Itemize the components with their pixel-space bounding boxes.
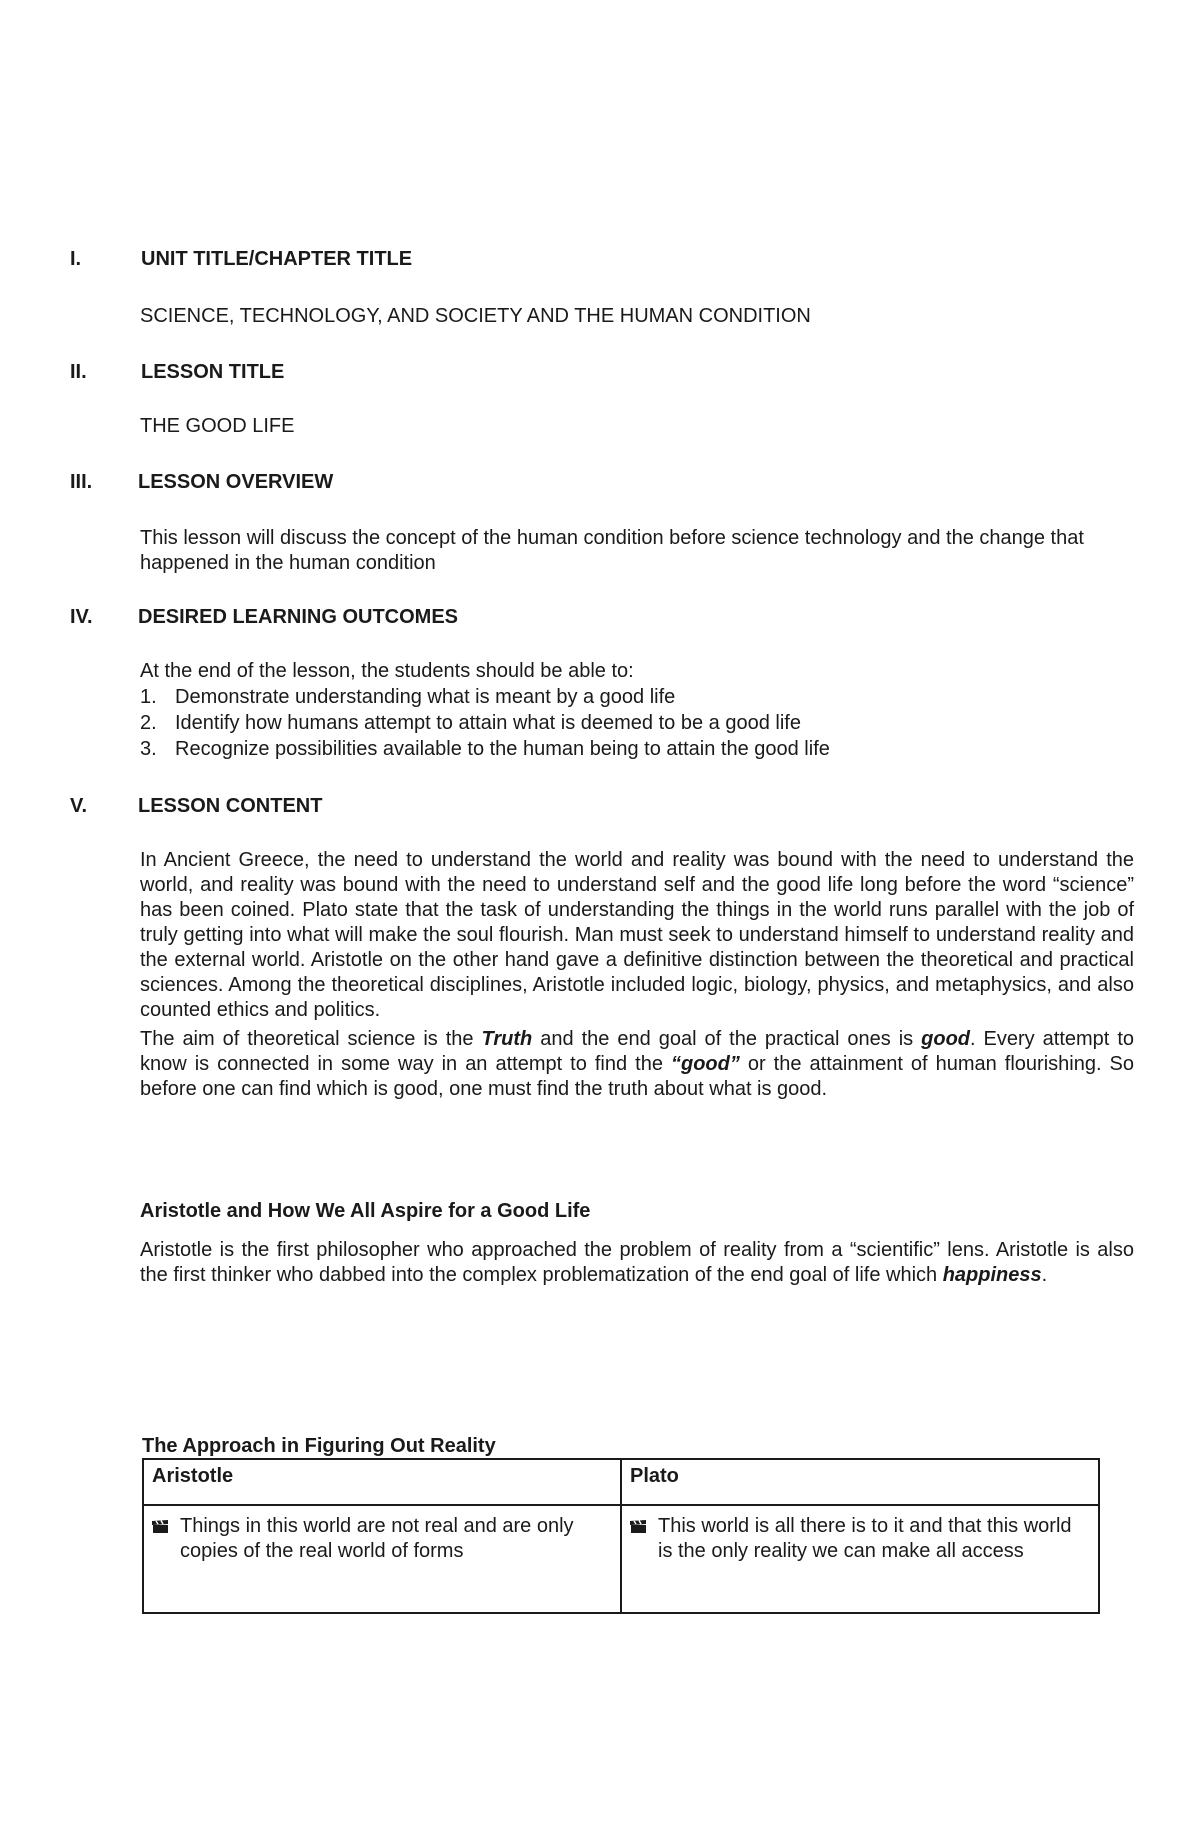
lesson-content-heading: LESSON CONTENT (138, 795, 323, 817)
table-cell-plato (621, 1505, 1099, 1613)
emphasis-happiness: happiness (942, 1264, 1042, 1286)
table-cell-aristotle (143, 1505, 621, 1613)
outcome-item (140, 711, 1140, 736)
unit-title-heading: UNIT TITLE/CHAPTER TITLE (141, 248, 413, 270)
lesson-content-paragraph-1: In Ancient Greece, the need to understand the world and reality was bound with the need to understand the world, and reality was bound with the need to understand self and the good life long before the word “science” has been coined. Plato state that the task of understanding the things in the world runs parallel with the job of truly getting into what will make the soul flourish. Man must seek to understand himself to understand reality and the external world. Aristotle on the other hand gave a definitive distinction between the theoretical and practical sciences. Among the theoretical disciplines, Aristotle included logic, biology, physics, and metaphysics, and also counted ethics and politics. (140, 849, 1134, 1021)
section-number-5: V. (70, 795, 88, 817)
outcome-text: Identify how humans attempt to attain what is deemed to be a good life (175, 712, 801, 734)
table-header-row (143, 1459, 1099, 1505)
section-number-4: IV. (70, 606, 93, 628)
paragraph-text: . Every attempt to know is connected in some way in an attempt to find the (140, 1028, 1134, 1075)
outcome-number: 1. (140, 686, 157, 708)
section-number-1: I. (70, 248, 82, 270)
emphasis-truth: Truth (481, 1028, 533, 1050)
cell-text: Things in this world are not real and are only copies of the real world of forms (180, 1515, 574, 1562)
learning-outcomes-intro: At the end of the lesson, the students should be able to: (140, 660, 634, 682)
outcome-item (140, 685, 1140, 710)
outcome-text: Recognize possibilities available to the human being to attain the good life (175, 738, 830, 760)
aristotle-subheading: Aristotle and How We All Aspire for a Good Life (140, 1200, 591, 1222)
column-header-plato: Plato (621, 1459, 1099, 1505)
lesson-overview-text: This lesson will discuss the concept of the human condition before science technology and the change that happened in the human condition (140, 527, 1084, 574)
table-row (143, 1505, 1099, 1613)
learning-outcomes-heading: DESIRED LEARNING OUTCOMES (138, 606, 459, 628)
aristotle-paragraph (140, 1238, 1134, 1288)
cell-text: This world is all there is to it and that this world is the only reality we can make all access (658, 1515, 1072, 1562)
outcome-item (140, 737, 1140, 762)
paragraph-text: Aristotle is the first philosopher who approached the problem of reality from a “scientific” lens. Aristotle is also the first thinker who dabbed into the complex problematization of the end goal of life which (140, 1239, 1134, 1286)
lesson-content-paragraph-2 (140, 1027, 1134, 1102)
section-number-2: II. (70, 361, 87, 383)
lesson-title-text: THE GOOD LIFE (140, 415, 295, 437)
outcome-number: 3. (140, 738, 157, 760)
paragraph-text: The aim of theoretical science is the (140, 1028, 482, 1050)
paragraph-text: or the attainment of human flourishing. So before one can find which is good, one must find the truth about what is good. (140, 1053, 1135, 1100)
comparison-table (142, 1458, 1100, 1614)
unit-title-text: SCIENCE, TECHNOLOGY, AND SOCIETY AND THE HUMAN CONDITION (140, 305, 811, 327)
lesson-title-heading: LESSON TITLE (141, 361, 285, 383)
emphasis-good: good (921, 1028, 971, 1050)
column-header-aristotle: Aristotle (143, 1459, 621, 1505)
section-number-3: III. (70, 471, 93, 493)
emphasis-good-quoted: “good” (670, 1053, 740, 1075)
clapperboard-bullet-icon (630, 1514, 658, 1564)
outcome-number: 2. (140, 712, 157, 734)
lesson-overview-heading: LESSON OVERVIEW (138, 471, 334, 493)
paragraph-text: and the end goal of the practical ones is (532, 1028, 922, 1050)
outcome-text: Demonstrate understanding what is meant by a good life (175, 686, 676, 708)
clapperboard-bullet-icon (152, 1514, 180, 1564)
table-caption: The Approach in Figuring Out Reality (142, 1435, 496, 1457)
paragraph-text: . (1041, 1264, 1048, 1286)
